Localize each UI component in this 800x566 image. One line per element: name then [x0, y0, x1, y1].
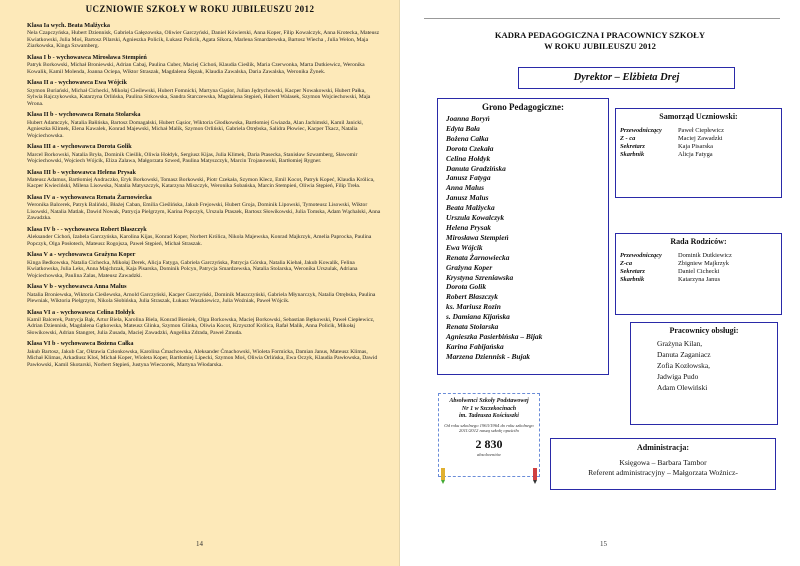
class-student-names: Aleksander Cichoń, Izabela Garczyńska, Karolina Kijas, Konrad Koper, Norbert Królica, Nikola Majewska, Konrad Majkrzyk, Amelia Paprocka, Paulina Popczyk, Olga Posłotech, Mateusz Rogojsza, Paweł Stępień, Michał Straszak.: [27, 234, 372, 247]
class-heading: Klasa V b - wychowawca Anna Malus: [27, 283, 127, 291]
teacher-name: Danuta Gradzińska: [446, 163, 506, 173]
teacher-name: Krystyna Szreniawska: [446, 272, 514, 282]
alumni-box: [438, 393, 540, 477]
role-person: Paweł Ciepłewicz: [678, 127, 724, 134]
class-student-names: Nela Czapczyńska, Hubert Dziennisk, Gabriela Gałęzowska, Oliwier Garczyński, Daniel Kówierski, Anna Koper, Filip Kowalczyk, Anna Krotecka, Mateusz Kwiatkowski, Julia Moś, Bartosz Pilarski, Agnieszka Policik, Łukasz Policik, Agata Sikora, Marlena Smardzewska, Bartosz Wiecha , Julia Welon, Maja Ziarkowska, Kinga Szwamberg.: [27, 30, 380, 50]
class-heading: Klasa III a - wychowawca Dorota Golik: [27, 143, 132, 151]
teacher-name: Edyta Bała: [446, 123, 480, 133]
teacher-name: Joanna Boryń: [446, 114, 490, 123]
teacher-name: s. Damiana Kijańska: [446, 312, 510, 322]
class-heading: Klasa III b - wychowawca Helena Prysak: [27, 168, 136, 176]
class-section: [27, 54, 381, 75]
role-label: Z - ca: [620, 135, 636, 142]
alumni-line-1: Absolwenci Szkoły Podstawowej: [449, 398, 529, 404]
teacher-name: Urszula Kowalczyk: [446, 213, 505, 223]
parents-council-rows: [616, 252, 781, 284]
role-row: [616, 268, 781, 276]
role-label: Sekretarz: [620, 143, 645, 150]
administration-heading: Administracja:: [637, 443, 689, 452]
class-section: [27, 340, 381, 368]
class-section: [27, 143, 381, 164]
teacher-name: Karina Fabijańska: [446, 341, 504, 351]
role-label: Skarbnik: [620, 276, 645, 283]
role-row: [616, 276, 781, 284]
teacher-name: Celina Hołdyk: [446, 153, 491, 163]
teacher-name: ks. Mariusz Rozin: [446, 302, 501, 312]
class-heading: Klasa I b - wychowawca Mirosława Stempień: [27, 53, 147, 61]
class-student-names: Jakub Bartosz, Jakub Car, Oktawia Członkowska, Karolina Ćmachowska, Aleksander Ćmachowski, Wioleta Formicka, Damian Janus, Mateusz Klimas, Michał Klimas, Arkadiusz Kloś, Michał Koper, Wioleta Koper, Bartłomiej Lipecki, Szymon Moś, Oliwia Orlińska, Ewa Oczyk, Klaudia Pawłowska, Dawid Pawłowski, Kamil Skotarski, Norbert Stępień, Justyna Wieczorek, Martyna Włodarska.: [27, 348, 378, 368]
role-person: Maciej Zawadzki: [678, 135, 723, 142]
administration-line-2: Referent administracyjny – Małgorzata Woźnicz-: [588, 468, 738, 477]
teacher-name: Mirosława Stempień: [446, 232, 509, 242]
administration-line-1: Księgowa – Barbara Tambor: [619, 458, 707, 467]
class-section: [27, 226, 381, 247]
class-heading: Klasa IV b - - wychowawca Robert Błaszczyk: [27, 225, 147, 233]
class-section: [27, 283, 381, 304]
teacher-name: Bożena Całka: [446, 133, 489, 143]
director-box: Dyrektor – Elżbieta Drej: [518, 67, 735, 89]
teacher-name: Beata Malżycka: [446, 203, 495, 213]
teachers-box: [437, 98, 609, 375]
role-row: [616, 135, 781, 143]
class-section: [27, 22, 381, 50]
staff-heading: Pracownicy obsługi:: [669, 326, 739, 335]
page-number-left: 14: [196, 540, 203, 548]
alumni-line-3: im. Tadeusza Kościuszki: [459, 413, 519, 419]
class-heading: Klasa IV a - wychowawca Renata Żarnowiecka: [27, 193, 152, 201]
role-label: Sekretarz: [620, 268, 645, 275]
alumni-line-5: absolwentów: [477, 451, 501, 457]
class-heading: Klasa II b - wychowawca Renata Stolarska: [27, 111, 141, 119]
class-section: [27, 111, 381, 139]
class-heading: Klasa VI b - wychowawca Bożena Całka: [27, 340, 134, 348]
title-line-1: KADRA PEDAGOGICZNA I PRACOWNICY SZKOŁY: [494, 30, 706, 40]
class-student-names: Natalia Broniewska, Wiktoria Cieślewska, Arnold Garczyński, Kacper Garczyński, Dominik Maszczyński, Gabriela Młynarczyk, Natalia Otrębska, Paulina Plewniak, Wiktoria Pielgrzym, Nikola Słobińska, Julia Straszak, Łukasz Waszkiewicz, Julia Woźniak, Paweł Wójcik.: [27, 291, 376, 305]
title-line-2: W ROKU JUBILEUSZU 2012: [544, 41, 656, 51]
role-person: Kaja Pisarska: [678, 143, 713, 150]
class-heading: Klasa II a - wychowawca Ewa Wójcik: [27, 79, 127, 87]
class-student-names: Mateusz Adamus, Bartłomiej Andraczko, Eryk Borkowski, Tomasz Borkowski, Piotr Czekała, Szymon Klecz, Emil Kocot, Patryk Kopeć, Klaudia Królica, Kacper Kwieciński, Milena Lisowska, Natalia Matyszczyk, Katarzyna Miszczyk, Weronika Sobańska, Marcin Stempień, Oliwia Stępień, Filip Treła.: [27, 176, 375, 190]
class-heading: Klasa Ia wych. Beata Malżycka: [27, 22, 111, 29]
left-page-title: UCZNIOWIE SZKOŁY W ROKU JUBILEUSZU 2012: [85, 4, 315, 14]
teachers-list: [438, 114, 608, 362]
class-section: [27, 194, 381, 222]
teacher-name: Marzena Dziennisk - Bujak: [446, 351, 530, 361]
teacher-name: Dorota Czekała: [446, 143, 494, 153]
role-row: [616, 127, 781, 135]
role-label: Z-ca: [620, 260, 633, 267]
teacher-name: Janusz Fatyga: [446, 173, 491, 183]
staff-box: [630, 322, 778, 425]
class-section: [27, 79, 381, 107]
class-student-names: Kinga Bedkowska, Natalia Cichecka, Mikołaj Derek, Alicja Fatyga, Gabriela Garczyńska, Patrycja Górska, Natalia Kiebał, Jakub Kowalik, Felina Kwiatkowska, Julia Leks, Anna Majchrzak, Kaja Pisarska, Dominik Polcyn, Patrycja Smardzewska, Natalia Stolarska, Weronika Urszulak, Adriana Wojciechowska, Paulina Zalas, Mateusz Zawadzki.: [27, 259, 358, 279]
teachers-heading: Grono Pedagogiczne:: [481, 102, 565, 112]
pencil-icon: [528, 468, 542, 484]
class-section: [27, 169, 381, 190]
teacher-name: Renata Żarnowiecka: [446, 252, 510, 262]
class-student-names: Szymon Buriański, Michał Cichecki, Mikołaj Cieślewski, Hubert Fomnicki, Martyna Gąsior, Julian Jędrychowski, Kacper Nowakowski, Hubert Pałka, Sylwia Rajczykowska, Katarzyna Orlińska, Paulina Sitkowska, Sandra Starczewska, Magdalena Stępień, Hubert Walasek, Szymon Wojciechowski, Maja Wrona.: [27, 87, 371, 107]
staff-name: Jadwiga Pudo: [657, 372, 699, 381]
role-person: Katarzyna Janus: [678, 276, 721, 283]
staff-list: [631, 338, 777, 393]
class-student-names: Kamil Balcerek, Patrycja Bąk, Artur Biela, Karolina Biela, Konrad Bieniek, Olga Borkowska, Maciej Borkowski, Sebastian Bętkowski, Paweł Ciepłewicz, Adrian Dziennisk, Magdalena Gątkowska, Mateusz Glinka, Szymon Glinka, Oliwia Kocot, Krzysztof Królica, Rafał Malik, Anna Policik, Mikołaj Słowikowski, Adrian Stangret, Julia Zusada, Maciej Zawadzki, Angelika Zdrada, Paweł Zmuda.: [27, 316, 375, 336]
alumni-count: 2 830: [475, 436, 503, 451]
teacher-name: Dorota Golik: [446, 282, 487, 292]
role-label: Przewodniczący: [620, 127, 662, 134]
role-person: Daniel Cichecki: [678, 268, 720, 275]
right-page-title: [420, 30, 780, 52]
page-number-right: 15: [600, 540, 607, 548]
class-student-names: Patryk Borkowski, Michał Broniewski, Adrian Cabaj, Paulina Cuber, Maciej Cichoń, Klaudia Cieślik, Maria Czerwonka, Marta Dutkiewicz, Weronika Kowalik, Kamil Molenda, Joanna Ociepa, Wiktor Straszak, Magdalena Ślęzak, Klaudia Zawalska, Daria Zawalska, Weronika Żynek.: [27, 62, 365, 75]
staff-name: Danuta Zaganiacz: [657, 350, 711, 359]
teacher-name: Robert Błaszczyk: [446, 292, 498, 302]
teacher-name: Anna Malus: [446, 183, 484, 193]
teacher-name: Ewa Wójcik: [446, 242, 483, 252]
role-row: [616, 260, 781, 268]
administration-box: [550, 438, 776, 490]
student-council-box: [615, 108, 782, 198]
alumni-line-4: Od roku szkolnego 1963/1964 do roku szkolnego 2011/2012 naszą szkołę opuściło: [444, 422, 534, 434]
student-council-rows: [616, 127, 781, 159]
class-heading: Klasa VI a - wychowawca Celina Hołdyk: [27, 308, 135, 316]
class-sections: [27, 22, 381, 372]
role-person: Zbigniew Majkrzyk: [678, 260, 729, 267]
class-section: [27, 251, 381, 279]
role-person: Alicja Fatyga: [678, 151, 713, 158]
parents-council-box: [615, 233, 782, 315]
role-label: Skarbnik: [620, 151, 645, 158]
class-student-names: Marcel Borkowski, Natalia Bryła, Dominik Cieślik, Oliwia Hołdyk, Sergiusz Kijas, Julia Klimek, Daria Ptasecka, Stanisław Szwamberg, Sławomir Wojciechowski, Wojciech Wójcik, Eliza Zalawa, Małgorzata Szwed, Paulina Matyszczyk, Marcin Trojanowski, Bartłomiej Rygner.: [27, 151, 358, 165]
class-student-names: Hubert Adamczyk, Natalia Bałińska, Bartosz Domagalski, Hubert Gąsior, Wiktoria Głodkowska, Bartłomiej Gwiazda, Alan Jachimski, Kamil Janicki, Agnieszka Klimek, Elena Kawalek, Konrad Majewski, Michał Malik, Szymon Orliński, Gabriela Otrębska, Salidra Płowiec, Kacper Tkacz, Natalia Wojciechowska.: [27, 119, 364, 139]
student-council-heading: Samorząd Uczniowski:: [659, 112, 738, 121]
role-row: [616, 143, 781, 151]
role-person: Dominik Dutkiewicz: [678, 252, 732, 259]
teacher-name: Helena Prysak: [446, 222, 491, 232]
alumni-line-2: Nr 1 w Szczekocinach: [461, 405, 517, 412]
role-row: [616, 252, 781, 260]
teacher-name: Agnieszka Pasierbińska – Bijak: [446, 331, 543, 341]
teacher-name: Renata Stolarska: [446, 322, 499, 332]
staff-name: Grażyna Kilan,: [657, 339, 703, 348]
right-page: [400, 0, 800, 566]
role-label: Przewodniczący: [620, 252, 662, 259]
class-heading: Klasa V a - wychowawca Grażyna Koper: [27, 251, 136, 259]
top-rule: [424, 18, 780, 19]
teacher-name: Janusz Malus: [446, 193, 489, 203]
class-section: [27, 309, 381, 337]
role-row: [616, 151, 781, 159]
staff-name: Adam Olewiński: [657, 383, 708, 392]
staff-name: Zofia Kozłowska,: [657, 361, 710, 370]
parents-council-heading: Rada Rodziców:: [670, 237, 727, 246]
class-student-names: Weronika Balcerek, Patryk Baliński, Błażej Caban, Emilia Cieślińska, Jakub Frejowski, Hubert Groja, Dominik Lipowski, Tymoteusz Lisowski, Wiktor Lisowski, Natalia Matlak, Dawid Nowak, Patrycja Pielgrzym, Karina Popczyk, Urszula Ptaszek, Bartosz Słowikowski, Julia Tomska, Adam Wąchalski, Anna Zawadzka.: [27, 202, 381, 222]
pencil-icon: [436, 468, 450, 484]
teacher-name: Grażyna Koper: [446, 262, 493, 272]
